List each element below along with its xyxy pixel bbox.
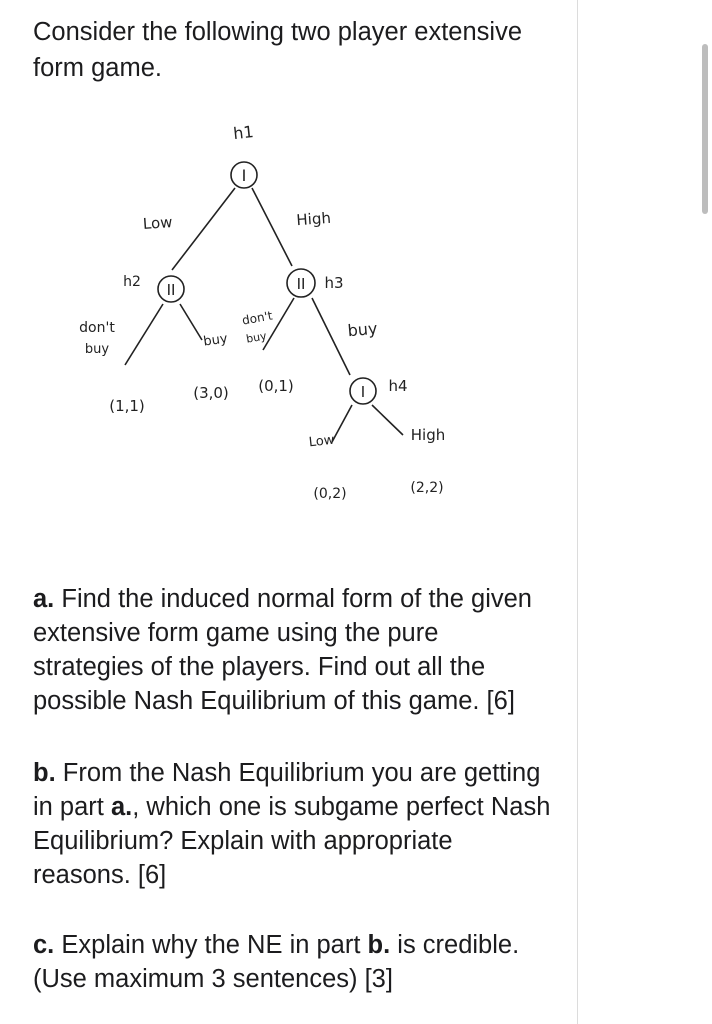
- edge-h4-high: [372, 405, 403, 435]
- question-b-label: b.: [33, 759, 56, 787]
- edge-h3-buy: [312, 298, 350, 375]
- payoff-1: (1,1): [109, 397, 145, 415]
- edge-label-h3-buy: buy: [346, 318, 379, 341]
- node-h4-player: I: [360, 383, 366, 401]
- side-gutter: [578, 0, 712, 1024]
- edge-label-h2-dontbuy-1: don't: [79, 320, 115, 336]
- question-a-label: a.: [33, 585, 55, 613]
- edge-label-h3-dontbuy-1: don't: [241, 308, 274, 328]
- scrollbar-thumb[interactable]: [702, 44, 708, 214]
- node-h3-label: h3: [324, 274, 344, 292]
- edge-h4-low: [332, 405, 352, 442]
- payoff-3: (0,1): [258, 377, 294, 395]
- intro-text: Consider the following two player extensive form game.: [33, 18, 523, 82]
- edge-label-h2-dontbuy-2: buy: [84, 342, 110, 357]
- question-b: [33, 756, 553, 892]
- edge-label-h4-low: Low: [308, 432, 336, 451]
- node-h3-player: II: [296, 275, 306, 293]
- edge-label-h2-buy: buy: [202, 331, 229, 350]
- payoff-4: (0,2): [313, 486, 347, 502]
- question-b-text-2: , which one is subgame perfect Nash Equilibrium? Explain with appropriate reasons. [6]: [33, 793, 551, 889]
- question-b-ref: a.: [110, 793, 133, 821]
- edge-h1-low: [172, 188, 235, 270]
- node-h1-label: h1: [232, 122, 255, 144]
- question-a-text: Find the induced normal form of the given extensive form game using the pure strategies of the players. Find out all the possible Nash Equilibrium of this game. [6]: [33, 585, 532, 715]
- edge-h2-dontbuy: [125, 304, 163, 365]
- question-c-text-1: Explain why the NE in part: [61, 931, 368, 959]
- edge-label-h1-high: High: [295, 208, 332, 230]
- node-h4-label: h4: [388, 377, 408, 395]
- edge-label-h1-low: Low: [142, 213, 174, 234]
- node-h2-label: h2: [123, 274, 141, 290]
- edge-h3-dontbuy: [263, 298, 294, 350]
- payoff-5: (2,2): [410, 480, 444, 496]
- game-tree-diagram: [0, 100, 577, 520]
- edge-h1-high: [252, 188, 292, 266]
- edge-h2-buy: [180, 304, 202, 340]
- edge-label-h4-high: High: [410, 426, 446, 444]
- question-c-ref: b.: [367, 931, 391, 959]
- edge-label-h3-dontbuy-2: buy: [245, 329, 268, 346]
- question-c-text-2: is credible. (Use maximum 3 sentences) [3]: [33, 931, 520, 993]
- payoff-2: (3,0): [193, 384, 229, 402]
- node-h2-player: II: [166, 281, 176, 299]
- node-h1-player: I: [241, 166, 247, 185]
- question-c-label: c.: [33, 931, 55, 959]
- question-b-text-1: From the Nash Equilibrium you are getting in part: [33, 759, 541, 821]
- question-a: [33, 582, 553, 718]
- question-c: [33, 928, 553, 996]
